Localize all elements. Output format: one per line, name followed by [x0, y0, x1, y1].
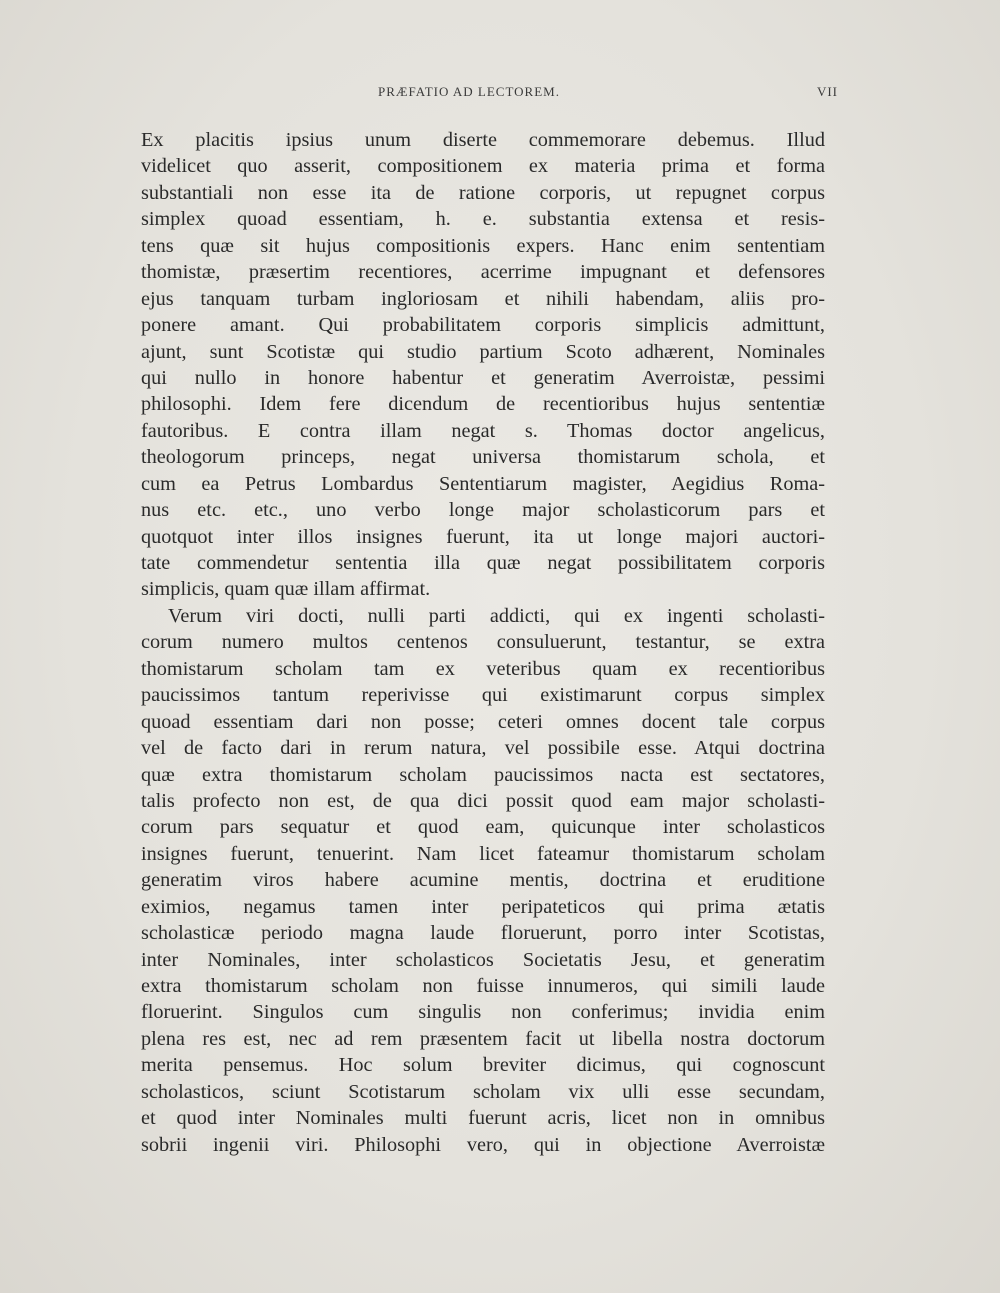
text-line: tens quæ sit hujus compositionis expers. Hanc enim sententiam [141, 234, 825, 257]
text-line: floruerint. Singulos cum singulis non conferimus; invidia enim [141, 1001, 825, 1024]
running-title: PRÆFATIO AD LECTOREM. [378, 84, 560, 99]
text-line: Ex placitis ipsius unum diserte commemorare debemus. Illud [141, 129, 825, 151]
running-head [100, 84, 838, 104]
text-line: substantiali non esse ita de ratione corporis, ut repugnet corpus [141, 181, 825, 204]
text-line: ajunt, sunt Scotistæ qui studio partium Scoto adhærent, Nominales [141, 340, 825, 363]
text-line: philosophi. Idem fere dicendum de recentioribus hujus sententiæ [141, 393, 825, 416]
text-line: corum pars sequatur et quod eam, quicunque inter scholasticos [141, 816, 825, 839]
body-text [141, 127, 825, 1158]
text-line: quotquot inter illos insignes fuerunt, ita ut longe majori auctori- [141, 525, 825, 548]
text-line: insignes fuerunt, tenuerint. Nam licet fateamur thomistarum scholam [141, 842, 825, 865]
text-line: ejus tanquam turbam ingloriosam et nihili habendam, aliis pro- [141, 287, 825, 310]
text-line: merita pensemus. Hoc solum breviter dicimus, qui cognoscunt [141, 1054, 825, 1077]
text-line: thomistarum scholam tam ex veteribus quam ex recentioribus [141, 657, 825, 680]
text-line: sobrii ingenii viri. Philosophi vero, qui in objectione Averroistæ [141, 1133, 825, 1156]
text-line: et quod inter Nominales multi fuerunt acris, licet non in omnibus [141, 1107, 825, 1130]
text-line: eximios, negamus tamen inter peripateticos qui prima ætatis [141, 895, 825, 918]
text-line: scholasticæ periodo magna laude floruerunt, porro inter Scotistas, [141, 922, 825, 945]
text-line: qui nullo in honore habentur et generatim Averroistæ, pessimi [141, 366, 825, 389]
text-line: ponere amant. Qui probabilitatem corporis simplicis admittunt, [141, 314, 825, 337]
text-line: extra thomistarum scholam non fuisse innumeros, qui simili laude [141, 975, 825, 997]
text-line: inter Nominales, inter scholasticos Societatis Jesu, et generatim [141, 948, 825, 971]
text-line: quæ extra thomistarum scholam paucissimos nacta est sectatores, [141, 763, 825, 786]
text-line: cum ea Petrus Lombardus Sententiarum magister, Aegidius Roma- [141, 472, 825, 495]
text-line: corum numero multos centenos consuluerunt, testantur, se extra [141, 631, 825, 654]
text-line: vel de facto dari in rerum natura, vel possibile esse. Atqui doctrina [141, 737, 825, 760]
text-line: generatim viros habere acumine mentis, doctrina et eruditione [141, 869, 825, 892]
text-line: tate commendetur sententia illa quæ negat possibilitatem corporis [141, 552, 825, 574]
paragraph-last-line: simplicis, quam quæ illam affirmat. [141, 578, 431, 601]
text-line: theologorum princeps, negat universa thomistarum schola, et [141, 446, 825, 469]
text-line: paucissimos tantum reperivisse qui existimarunt corpus simplex [141, 684, 825, 707]
text-line: plena res est, nec ad rem præsentem facit ut libella nostra doctorum [141, 1027, 825, 1050]
text-line: quoad essentiam dari non posse; ceteri omnes docent tale corpus [141, 710, 825, 733]
text-line: videlicet quo asserit, compositionem ex materia prima et forma [141, 155, 825, 178]
page-number: VII [816, 84, 838, 99]
text-line: talis profecto non est, de qua dici possit quod eam major scholasti- [141, 789, 825, 812]
text-line: fautoribus. E contra illam negat s. Thomas doctor angelicus, [141, 419, 825, 442]
text-line: simplex quoad essentiam, h. e. substantia extensa et resis- [141, 208, 825, 231]
text-line: scholasticos, sciunt Scotistarum scholam vix ulli esse secundam, [141, 1080, 825, 1103]
text-line: thomistæ, præsertim recentiores, acerrime impugnant et defensores [141, 261, 825, 284]
paragraph-first-line: Verum viri docti, nulli parti addicti, qui ex ingenti scholasti- [168, 604, 825, 627]
text-line: nus etc. etc., uno verbo longe major scholasticorum pars et [141, 499, 825, 522]
